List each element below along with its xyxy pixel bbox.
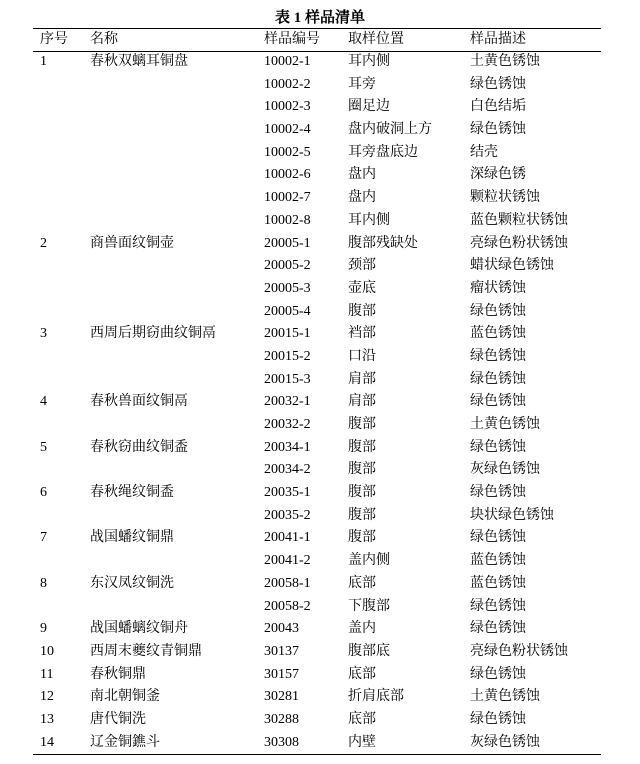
cell-description: 绿色锈蚀 (470, 348, 526, 364)
bottom-rule (33, 754, 601, 755)
cell-location: 腹部 (348, 507, 376, 523)
table-row (0, 664, 640, 687)
cell-name: 战国蟠螭纹铜舟 (90, 621, 188, 637)
cell-name: 东汉凤纹铜洗 (90, 575, 174, 591)
cell-sample-id: 10002-5 (264, 144, 311, 160)
table-row (0, 301, 640, 324)
cell-description: 颗粒状锈蚀 (470, 190, 540, 206)
cell-name: 唐代铜洗 (90, 711, 146, 727)
table-row (0, 437, 640, 460)
cell-description: 亮绿色粉状锈蚀 (470, 235, 568, 251)
cell-description: 土黄色锈蚀 (470, 54, 540, 69)
table-row (0, 527, 640, 550)
cell-description: 土黄色锈蚀 (470, 689, 540, 705)
cell-seq: 12 (40, 689, 54, 705)
cell-description: 绿色锈蚀 (470, 439, 526, 455)
cell-location: 盖内 (348, 621, 376, 637)
cell-sample-id: 10002-7 (264, 190, 311, 206)
cell-seq: 2 (40, 235, 47, 251)
table-title: 表 1 样品清单 (274, 10, 365, 26)
table-row (0, 346, 640, 369)
cell-description: 绿色锈蚀 (470, 371, 526, 387)
table-row (0, 187, 640, 210)
cell-sample-id: 20034-2 (264, 462, 311, 478)
cell-seq: 5 (40, 439, 47, 455)
cell-name: 春秋双螭耳铜盘 (90, 54, 188, 69)
cell-location: 盘内破洞上方 (348, 122, 432, 138)
cell-sample-id: 20015-2 (264, 348, 311, 364)
cell-name: 西周后期窃曲纹铜鬲 (90, 326, 216, 342)
cell-seq: 3 (40, 326, 47, 342)
cell-location: 耳内侧 (348, 54, 390, 69)
cell-name: 春秋绳纹铜盉 (90, 485, 174, 501)
cell-location: 肩部 (348, 394, 376, 410)
header-seq: 序号 (40, 32, 68, 47)
table-row (0, 119, 640, 142)
table-row (0, 482, 640, 505)
cell-sample-id: 30281 (264, 689, 299, 705)
cell-sample-id: 20043 (264, 621, 299, 637)
cell-sample-id: 20015-1 (264, 326, 311, 342)
table-row (0, 74, 640, 97)
cell-description: 块状绿色锈蚀 (470, 507, 554, 523)
header-sample-id: 样品编号 (264, 32, 320, 47)
table-row (0, 210, 640, 233)
cell-sample-id: 20005-1 (264, 235, 311, 251)
table-row (0, 255, 640, 278)
table-row (0, 505, 640, 528)
cell-description: 土黄色锈蚀 (470, 417, 540, 432)
header-description: 样品描述 (470, 32, 526, 47)
cell-location: 盖内侧 (348, 553, 390, 569)
table-row (0, 164, 640, 187)
cell-description: 绿色锈蚀 (470, 711, 526, 727)
cell-sample-id: 20035-2 (264, 507, 311, 523)
cell-sample-id: 20058-1 (264, 575, 311, 591)
table-row (0, 142, 640, 165)
cell-description: 绿色锈蚀 (470, 303, 526, 319)
table-row (0, 369, 640, 392)
cell-description: 绿色锈蚀 (470, 76, 526, 92)
cell-sample-id: 20005-4 (264, 303, 311, 319)
cell-sample-id: 10002-4 (264, 122, 311, 138)
table-row (0, 550, 640, 573)
cell-description: 绿色锈蚀 (470, 598, 526, 614)
cell-sample-id: 20034-1 (264, 439, 311, 455)
cell-location: 底部 (348, 666, 376, 682)
cell-location: 肩部 (348, 371, 376, 387)
cell-seq: 9 (40, 621, 47, 637)
cell-sample-id: 20041-1 (264, 530, 311, 546)
cell-description: 蜡状绿色锈蚀 (470, 258, 554, 274)
cell-sample-id: 20015-3 (264, 371, 311, 387)
cell-seq: 10 (40, 643, 54, 659)
table-row (0, 618, 640, 641)
cell-description: 绿色锈蚀 (470, 621, 526, 637)
cell-description: 灰绿色锈蚀 (470, 734, 540, 750)
cell-sample-id: 10002-1 (264, 54, 311, 69)
cell-name: 战国蟠纹铜鼎 (90, 530, 174, 546)
cell-sample-id: 10002-8 (264, 212, 311, 228)
cell-location: 耳内侧 (348, 212, 390, 228)
table-row (0, 233, 640, 256)
cell-sample-id: 20032-2 (264, 417, 311, 432)
cell-description: 蓝色颗粒状锈蚀 (470, 212, 568, 228)
cell-name: 春秋窃曲纹铜盉 (90, 439, 188, 455)
table-row (0, 573, 640, 596)
cell-location: 下腹部 (348, 598, 390, 614)
cell-description: 白色结垢 (470, 99, 526, 115)
cell-description: 绿色锈蚀 (470, 666, 526, 682)
cell-location: 盘内 (348, 190, 376, 206)
cell-sample-id: 20005-2 (264, 258, 311, 274)
cell-description: 绿色锈蚀 (470, 394, 526, 410)
cell-name: 南北朝铜釜 (90, 689, 160, 705)
cell-sample-id: 30288 (264, 711, 299, 727)
cell-seq: 7 (40, 530, 47, 546)
cell-name: 春秋铜鼎 (90, 666, 146, 682)
cell-sample-id: 20041-2 (264, 553, 311, 569)
cell-location: 口沿 (348, 348, 376, 364)
table-row (0, 732, 640, 755)
cell-location: 颈部 (348, 258, 376, 274)
cell-location: 耳旁盘底边 (348, 144, 418, 160)
table-row (0, 391, 640, 414)
cell-sample-id: 20005-3 (264, 280, 311, 296)
cell-seq: 4 (40, 394, 47, 410)
table-body (0, 51, 640, 754)
cell-location: 腹部 (348, 485, 376, 501)
cell-sample-id: 20032-1 (264, 394, 311, 410)
cell-location: 底部 (348, 575, 376, 591)
cell-location: 腹部 (348, 439, 376, 455)
cell-location: 底部 (348, 711, 376, 727)
cell-seq: 8 (40, 575, 47, 591)
cell-sample-id: 30157 (264, 666, 299, 682)
cell-description: 绿色锈蚀 (470, 122, 526, 138)
cell-name: 春秋兽面纹铜鬲 (90, 394, 188, 410)
table-row (0, 459, 640, 482)
cell-sample-id: 10002-6 (264, 167, 311, 183)
table-row (0, 686, 640, 709)
cell-location: 折肩底部 (348, 689, 404, 705)
cell-seq: 11 (40, 666, 54, 682)
table-row (0, 278, 640, 301)
cell-description: 灰绿色锈蚀 (470, 462, 540, 478)
cell-description: 结壳 (470, 144, 498, 160)
cell-description: 蓝色锈蚀 (470, 575, 526, 591)
cell-description: 蓝色锈蚀 (470, 326, 526, 342)
table-header (0, 29, 640, 51)
cell-name: 商兽面纹铜壶 (90, 235, 174, 251)
cell-sample-id: 10002-2 (264, 76, 311, 92)
cell-description: 亮绿色粉状锈蚀 (470, 643, 568, 659)
table-row (0, 51, 640, 74)
cell-location: 盘内 (348, 167, 376, 183)
cell-description: 深绿色锈 (470, 167, 526, 183)
header-name: 名称 (90, 32, 118, 47)
cell-description: 瘤状锈蚀 (470, 280, 526, 296)
table-row (0, 323, 640, 346)
table-row (0, 596, 640, 619)
table-row (0, 709, 640, 732)
cell-sample-id: 30308 (264, 734, 299, 750)
cell-location: 腹部 (348, 303, 376, 319)
table-row (0, 414, 640, 437)
cell-seq: 1 (40, 54, 47, 69)
cell-location: 裆部 (348, 326, 376, 342)
cell-sample-id: 20058-2 (264, 598, 311, 614)
header-location: 取样位置 (348, 32, 404, 47)
cell-location: 腹部 (348, 530, 376, 546)
table-row (0, 96, 640, 119)
cell-seq: 13 (40, 711, 54, 727)
table-row (0, 641, 640, 664)
cell-location: 圈足边 (348, 99, 390, 115)
cell-description: 蓝色锈蚀 (470, 553, 526, 569)
cell-description: 绿色锈蚀 (470, 530, 526, 546)
cell-location: 腹部残缺处 (348, 235, 418, 251)
cell-location: 腹部底 (348, 643, 390, 659)
cell-seq: 6 (40, 485, 47, 501)
cell-sample-id: 10002-3 (264, 99, 311, 115)
cell-location: 内壁 (348, 734, 376, 750)
cell-location: 壶底 (348, 280, 376, 296)
cell-location: 耳旁 (348, 76, 376, 92)
cell-location: 腹部 (348, 417, 376, 432)
cell-location: 腹部 (348, 462, 376, 478)
cell-name: 西周末夔纹青铜鼎 (90, 643, 202, 659)
cell-name: 辽金铜鐎斗 (90, 734, 160, 750)
cell-sample-id: 20035-1 (264, 485, 311, 501)
cell-sample-id: 30137 (264, 643, 299, 659)
cell-seq: 14 (40, 734, 54, 750)
cell-description: 绿色锈蚀 (470, 485, 526, 501)
